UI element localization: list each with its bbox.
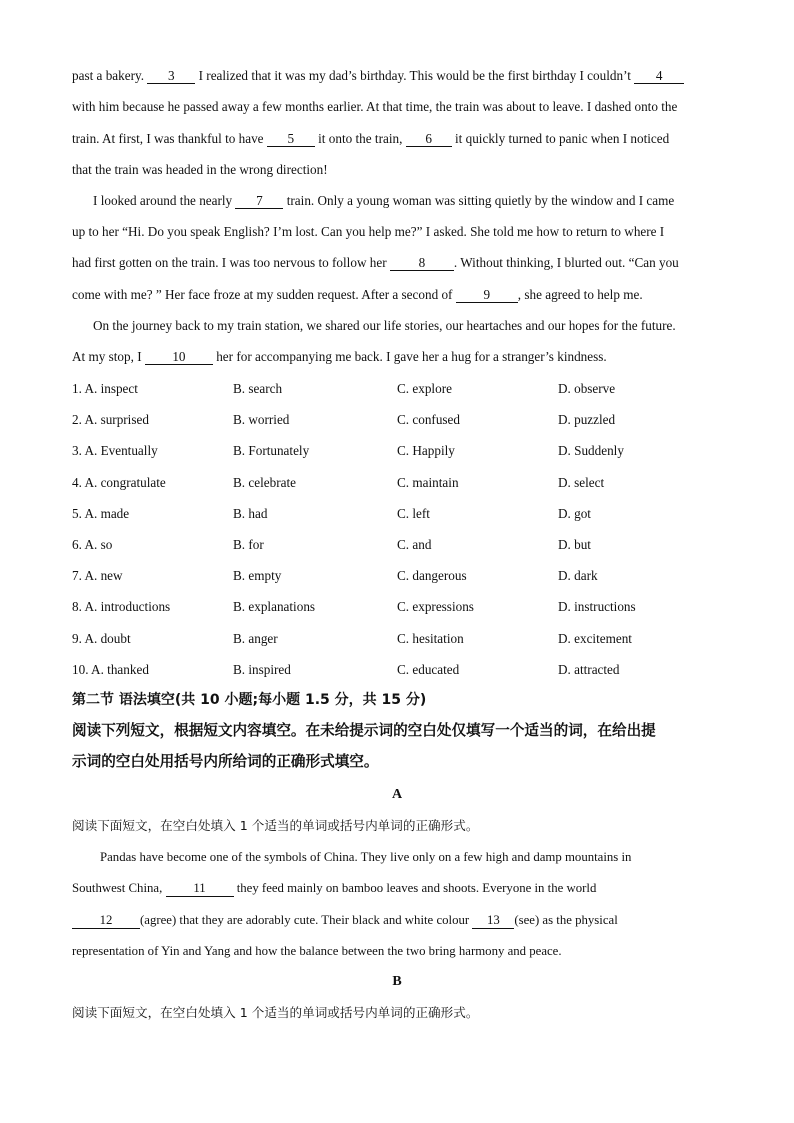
option-b[interactable]: B. Fortunately — [233, 443, 310, 459]
section-instruction-1: 阅读下列短文，根据短文内容填空。在未给提示词的空白处仅填写一个适当的词，在给出提 — [72, 722, 656, 739]
option-c[interactable]: C. and — [397, 537, 432, 552]
passage-line-9: On the journey back to my train station, we shared our life stories, our heartaches and our hopes for the future. — [93, 318, 676, 333]
section-instruction-2: 示词的空白处用括号内所给词的正确形式填空。 — [72, 753, 379, 770]
passage-line-6: up to her “Hi. Do you speak English? I’m lost. Can you help me?” I asked. She told me how to return to where I — [72, 224, 665, 239]
question-5-options — [72, 505, 722, 523]
part-a-line-1: Pandas have become one of the symbols of China. They live only on a few high and damp mountains in — [100, 850, 632, 864]
passage-line-8 — [72, 286, 643, 304]
option-c[interactable]: C. hesitation — [397, 630, 464, 646]
option-c[interactable]: C. maintain — [397, 474, 459, 490]
text: it quickly turned to panic when I noticed — [451, 131, 670, 146]
part-a-line-4: representation of Yin and Yang and how the balance between the two bring harmony and peace. — [72, 944, 562, 958]
option-a[interactable]: 8. A. introductions — [72, 599, 171, 615]
option-d[interactable]: D. select — [558, 474, 605, 490]
option-d[interactable]: D. observe — [558, 381, 616, 396]
option-b[interactable]: B. celebrate — [233, 474, 296, 490]
passage-line-2: with him because he passed away a few months earlier. At that time, the train was about to leave. I dashed onto the — [72, 99, 678, 114]
text: come with me? ” Her face froze at my sudden request. After a second of — [72, 287, 456, 302]
option-c[interactable]: C. left — [397, 505, 430, 521]
part-b-instruction: 阅读下面短文，在空白处填入 1 个适当的单词或括号内单词的正确形式。 — [72, 1005, 479, 1020]
option-d[interactable]: D. dark — [558, 568, 598, 584]
text: they feed mainly on bamboo leaves and shoots. Everyone in the world — [233, 881, 597, 895]
option-c[interactable]: C. explore — [397, 381, 452, 396]
option-a[interactable]: 3. A. Eventually — [72, 443, 158, 459]
option-d[interactable]: D. excitement — [558, 630, 632, 646]
part-b-label: B — [392, 974, 402, 989]
part-a-instruction: 阅读下面短文，在空白处填入 1 个适当的单词或括号内单词的正确形式。 — [72, 818, 479, 833]
text: I looked around the nearly — [93, 193, 236, 208]
option-c[interactable]: C. confused — [397, 412, 460, 428]
text: her for accompanying me back. I gave her a hug for a stranger’s kindness. — [212, 349, 607, 364]
text: train. At first, I was thankful to have — [72, 131, 267, 146]
blank-10[interactable]: 10 — [145, 349, 213, 365]
option-d[interactable]: D. Suddenly — [558, 443, 624, 459]
option-a[interactable]: 10. A. thanked — [72, 661, 149, 677]
text: it onto the train, — [314, 131, 406, 146]
question-10-options — [72, 661, 722, 679]
option-d[interactable]: D. but — [558, 537, 591, 552]
option-b[interactable]: B. empty — [233, 568, 282, 584]
passage-line-7 — [72, 254, 679, 272]
option-c[interactable]: C. Happily — [397, 443, 455, 459]
question-8-options — [72, 598, 722, 616]
text: , she agreed to help me. — [517, 287, 643, 302]
option-a[interactable]: 5. A. made — [72, 505, 130, 521]
passage-line-1 — [72, 67, 684, 85]
question-3-options — [72, 442, 722, 460]
passage-line-10 — [72, 348, 607, 366]
option-b[interactable]: B. anger — [233, 630, 278, 646]
option-c[interactable]: C. dangerous — [397, 568, 467, 584]
question-4-options — [72, 474, 722, 492]
blank-5[interactable]: 5 — [267, 131, 315, 147]
option-b[interactable]: B. for — [233, 537, 264, 552]
blank-6[interactable]: 6 — [406, 131, 452, 147]
passage-line-5 — [93, 192, 674, 210]
option-a[interactable]: 1. A. inspect — [72, 381, 138, 396]
blank-7[interactable]: 7 — [235, 193, 283, 209]
option-c[interactable]: C. expressions — [397, 599, 474, 615]
option-b[interactable]: B. worried — [233, 412, 290, 428]
option-a[interactable]: 9. A. doubt — [72, 630, 131, 646]
text: . Without thinking, I blurted out. “Can you — [453, 255, 679, 270]
option-d[interactable]: D. puzzled — [558, 412, 616, 428]
question-1-options — [72, 380, 722, 398]
blank-4[interactable]: 4 — [634, 68, 684, 84]
option-a[interactable]: 4. A. congratulate — [72, 474, 166, 490]
blank-9[interactable]: 9 — [456, 287, 518, 303]
text: had first gotten on the train. I was too nervous to follow her — [72, 255, 390, 270]
part-a-line-2 — [72, 879, 596, 897]
blank-3[interactable]: 3 — [147, 68, 195, 84]
text: I realized that it was my dad’s birthday. This would be the first birthday I couldn’t — [195, 68, 635, 83]
option-d[interactable]: D. instructions — [558, 599, 636, 615]
option-b[interactable]: B. explanations — [233, 599, 316, 615]
option-d[interactable]: D. got — [558, 505, 591, 521]
question-6-options — [72, 536, 722, 554]
option-d[interactable]: D. attracted — [558, 661, 620, 677]
blank-8[interactable]: 8 — [390, 255, 454, 271]
blank-11[interactable]: 11 — [166, 881, 234, 897]
option-b[interactable]: B. search — [233, 381, 283, 396]
question-7-options — [72, 567, 722, 585]
text: past a bakery. — [72, 68, 148, 83]
text: At my stop, I — [72, 349, 145, 364]
option-a[interactable]: 2. A. surprised — [72, 412, 149, 428]
option-a[interactable]: 6. A. so — [72, 537, 113, 552]
text: (agree) that they are adorably cute. Their black and white colour — [140, 913, 473, 927]
option-b[interactable]: B. had — [233, 505, 268, 521]
passage-line-3 — [72, 130, 669, 148]
part-a-line-3 — [72, 911, 618, 929]
passage-line-4: that the train was headed in the wrong direction! — [72, 162, 328, 177]
part-a-label: A — [391, 787, 403, 802]
question-9-options — [72, 630, 722, 648]
option-a[interactable]: 7. A. new — [72, 568, 123, 584]
option-b[interactable]: B. inspired — [233, 661, 291, 677]
text: train. Only a young woman was sitting quietly by the window and I came — [283, 193, 675, 208]
option-c[interactable]: C. educated — [397, 661, 460, 677]
blank-13[interactable]: 13 — [472, 913, 514, 929]
text: (see) as the physical — [514, 913, 618, 927]
blank-12[interactable]: 12 — [72, 913, 140, 929]
question-2-options — [72, 411, 722, 429]
section-title: 第二节 语法填空(共 10 小题;每小题 1.5 分，共 15 分) — [72, 692, 427, 708]
text: Southwest China, — [72, 881, 166, 895]
